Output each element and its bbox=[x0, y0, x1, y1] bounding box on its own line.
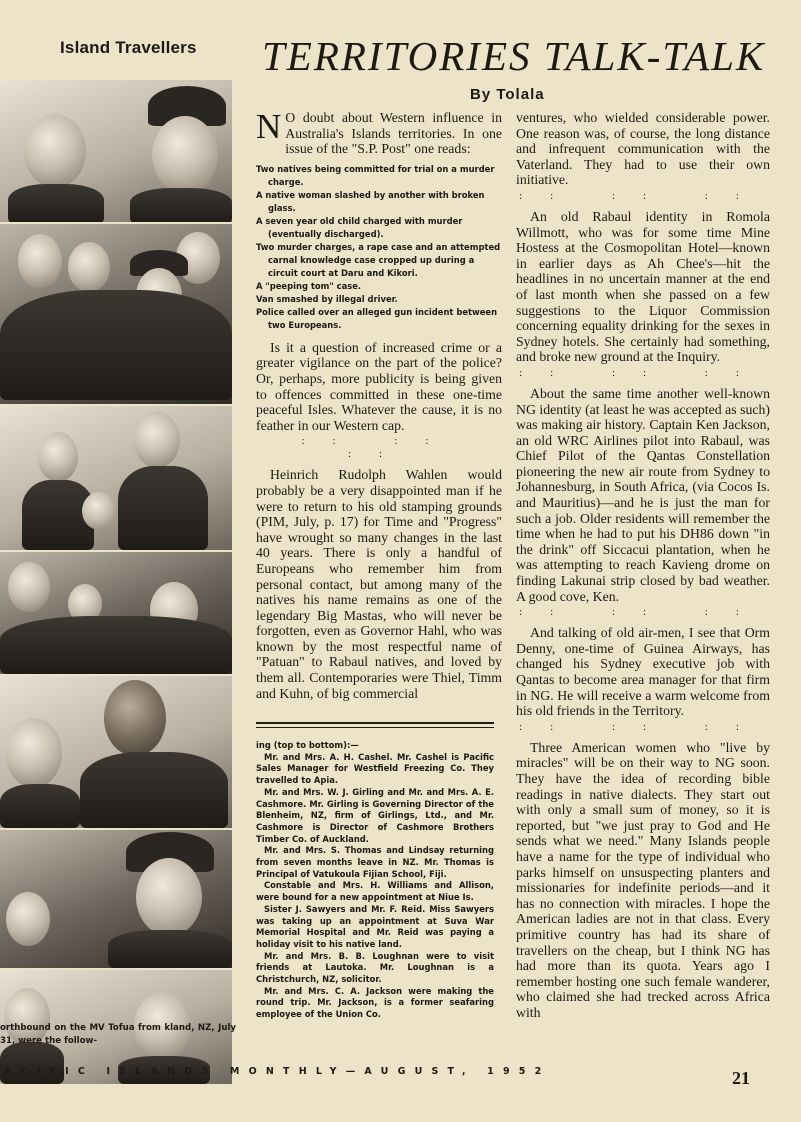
paragraph: Is it a question of increased crime or a greater vigilance on the part of the police? Or, perhaps, more publicity is being given to offences committed in these one-time peaceful Isles. Whatever the cause, it is no feather in our Western cap. bbox=[256, 339, 502, 433]
caption-entry: Mr. and Mrs. A. H. Cashel. Mr. Cashel is Pacific Sales Manager for Westfield Freezing Co. They travelled to Apia. bbox=[256, 751, 494, 786]
list-item: A "peeping tom" case. bbox=[256, 280, 362, 291]
opening-paragraph: N O doubt about Western influence in Australia's Islands territories. In one issue of the "S.P. Post" one reads: bbox=[256, 107, 502, 157]
paragraph: Three American women who "live by miracles" will be on their way to NG soon. They have the idea of recording bible readings in native dialects. They start out with only a small sum of money, so it is reported, but "we just pray to God and He sends what we need." Many Islands people have a name for the type of individual who parks himself on unsuspecting planters and missionaries for indefinite periods—and it has no connection with miracles. I hope the American ladies are not in that class. Every primitive country has had its share of travellers on the cheap, but I think NG has had more than its quota. Years ago I remember hosting one such female wanderer, who claimed she had trecked across Africa with bbox=[516, 739, 770, 1020]
section-separator: :: :: :: bbox=[519, 366, 767, 379]
photo-williams bbox=[0, 552, 232, 674]
paragraph: And talking of old air-men, I see that Orm Denny, one-time of Guinea Airways, has changed his Sydney executive job with Qantas to become area manager for that firm in NG. He will receive a warm welcome from his old friends in the Territory. bbox=[516, 625, 770, 719]
section-separator: :: :: :: bbox=[519, 720, 767, 733]
list-item: Two murder charges, a rape case and an attempted carnal knowledge case cropped up during a circuit court at Daru and Kikori. bbox=[256, 241, 501, 278]
photo-strip bbox=[0, 80, 236, 1007]
photo-caption bbox=[256, 740, 494, 1021]
publication-footer: ACIFIC ISLANDS MONTHLY—AUGUST, 1952 bbox=[4, 1066, 551, 1077]
paragraph: An old Rabaul identity in Romola Willmott, who was for some time Mine Hostess at the Cosmopolitan Hotel—known in earlier days as Ah Chee's—hit the headlines in no uncertain manner at the end of last month when she passed on a few suggestions to the Liquor Commission concerning equality drinking for the sexes in Sydney hotels. She certainly had something, and broke new ground at the Inquiry. bbox=[516, 208, 770, 365]
caption-lead: ing (top to bottom):— bbox=[256, 740, 359, 750]
caption-entry: Constable and Mrs. H. Williams and Allison, were bound for a new appointment at Niue Is. bbox=[256, 880, 494, 903]
news-headlines-list bbox=[256, 163, 502, 332]
paragraph: ventures, who wielded considerable power. One reason was, of course, the long distance and infrequent communication with the Vaterland. They had to use their own initiative. bbox=[516, 110, 770, 188]
section-separator: :: :: :: bbox=[519, 606, 767, 619]
caption-divider bbox=[256, 722, 494, 728]
byline: By Tolala bbox=[470, 86, 545, 103]
list-item: A seven year old child charged with murder (eventually discharged). bbox=[256, 215, 463, 239]
page-headline: TERRITORIES TALK-TALK bbox=[262, 33, 766, 79]
article-column-2 bbox=[516, 110, 770, 1022]
paragraph: Heinrich Rudolph Wahlen would probably be a very disappointed man if he were to return to his old stamping grounds (PIM, July, p. 17) for Time and "Progress" have wrought so many changes in the last 40 years. There is only a handful of Europeans who remember him from personal contact, but among many of the natives his name remains as one of the legendary Big Mastas, who will never be forgotten, even as Governor Hahl, who was known by the most respectful name of "Patuan" to Rabaul natives, and loved by them all. Contemporaries were Thiel, Timm and Kuhn, of big commercial bbox=[256, 467, 502, 701]
list-item: Van smashed by illegal driver. bbox=[256, 293, 398, 304]
paragraph: About the same time another well-known NG identity (at least he was accepted as such) was making air history. Captain Ken Jackson, an old WRC Airlines pilot into Rabaul, was Chief Pilot of the Qantas Constellation pioneering the new air route from Sydney to Johannesburg, in South Africa, (via Cocos Is. and Mauritius)—and he is just the man for such a job. Older residents will remember the time when he had to put his DH86 down "in the drink" off Siccacui plantation, when he was attempting to reach Kavieng drome on finding Lakunai strip closed by bad weather. A good cove, Ken. bbox=[516, 385, 770, 604]
photo-loughnan bbox=[0, 830, 232, 968]
section-separator: :: :: :: bbox=[301, 435, 457, 461]
page-number: 21 bbox=[732, 1068, 750, 1088]
list-item: A native woman slashed by another with broken glass. bbox=[256, 189, 485, 213]
list-item: Two natives being committed for trial on a murder charge. bbox=[256, 163, 495, 187]
photo-thomas bbox=[0, 406, 232, 550]
photo-girling-cashmore bbox=[0, 224, 232, 404]
photo-sawyers-reid bbox=[0, 676, 232, 828]
section-label: Island Travellers bbox=[60, 38, 197, 57]
caption-entry: Mr. and Mrs. B. B. Loughnan were to visit friends at Lautoka. Mr. Loughnan is a Christchurch, NZ, solicitor. bbox=[256, 950, 494, 985]
caption-entry: Mr. and Mrs. S. Thomas and Lindsay returning from seven months leave in NZ. Mr. Thomas is Principal of Vatukoula Fijian School, Fiji. bbox=[256, 845, 494, 879]
list-item: Police called over an alleged gun incident between two Europeans. bbox=[256, 306, 498, 330]
caption-entry: Mr. and Mrs. C. A. Jackson were making the round trip. Mr. Jackson, is a former seafaring employee of the Union Co. bbox=[256, 985, 494, 1020]
article-column-1 bbox=[256, 107, 502, 703]
caption-entry: Mr. and Mrs. W. J. Girling and Mr. and Mrs. A. E. Cashmore. Mr. Girling is Governing Director of the Blenheim, NZ, firm of Girlings, Ltd., and Mr. Cashmore is Director of Cashmore Brothers Timber Co. of Auckland. bbox=[256, 786, 494, 844]
photo-cashel bbox=[0, 80, 232, 222]
photo-caption-start: orthbound on the MV Tofua from kland, NZ, July 31, were the follow- bbox=[0, 1023, 236, 1046]
section-separator: :: :: :: bbox=[519, 189, 767, 202]
drop-cap: N bbox=[256, 107, 282, 146]
caption-entry: Sister J. Sawyers and Mr. F. Reid. Miss Sawyers was taking up an appointment at Suva War Memorial Hospital and Mr. Reid was paying a holiday visit to his native land. bbox=[256, 903, 494, 949]
